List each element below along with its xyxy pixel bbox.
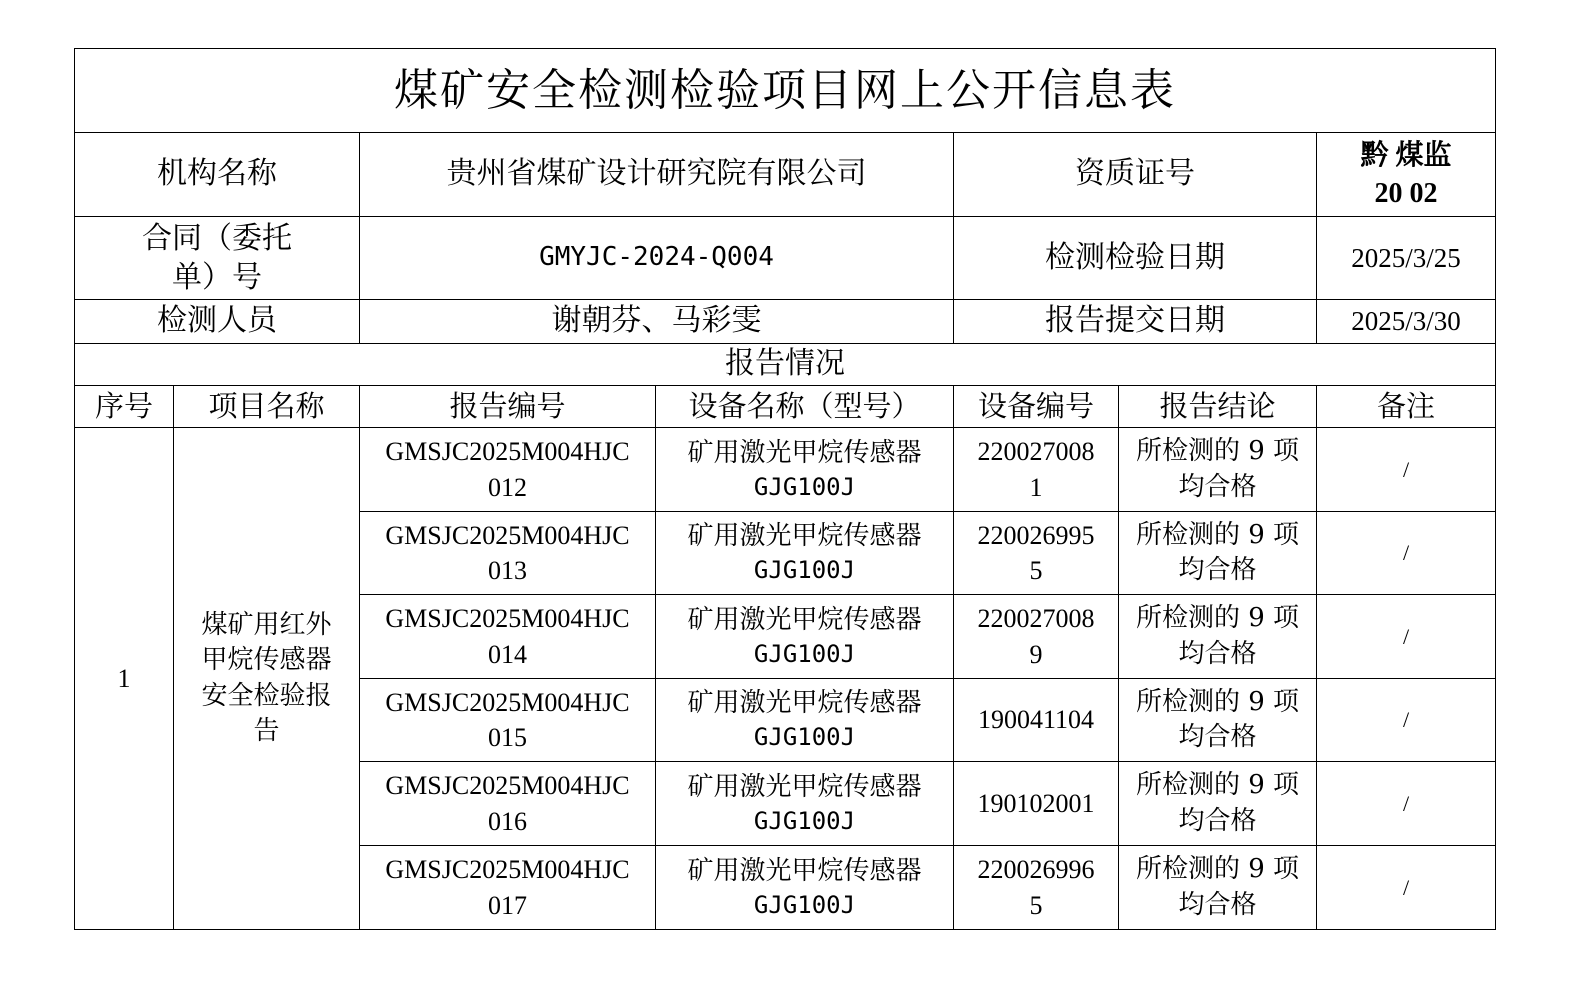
report-no-cell (360, 512, 656, 595)
conclusion-cell (1119, 512, 1317, 595)
contract-value: GMYJC-2024-Q004 (360, 217, 954, 300)
remark-cell: / (1317, 512, 1496, 595)
remark-cell: / (1317, 679, 1496, 762)
info-table (74, 48, 1496, 930)
project-line: 告 (253, 715, 280, 746)
device-model: GJG100J (753, 472, 856, 501)
test-date-value: 2025/3/25 (1317, 217, 1496, 300)
column-header-row (75, 386, 1496, 428)
conclusion-cell (1119, 679, 1317, 762)
staff-value: 谢朝芬、马彩雯 (360, 300, 954, 344)
conclusion-cell (1119, 428, 1317, 512)
project-name-cell (174, 428, 360, 930)
report-no-cell (360, 762, 656, 846)
report-no-cell (360, 595, 656, 679)
cert-value-line1: 黔 煤监 (1360, 139, 1452, 171)
device-no-line2: 9 (1029, 639, 1043, 669)
remark-cell: / (1317, 846, 1496, 930)
report-no-line2: 012 (488, 472, 527, 502)
device-name-cell (656, 512, 954, 595)
conclusion-line2: 均合格 (1178, 471, 1257, 502)
title-row (75, 49, 1496, 133)
report-no-cell (360, 846, 656, 930)
col-header-device-name: 设备名称（型号） (656, 386, 954, 428)
device-no-cell (954, 512, 1119, 595)
seq-cell: 1 (75, 428, 174, 930)
contract-label (75, 217, 360, 300)
device-no-cell (954, 762, 1119, 846)
test-date-label: 检测检验日期 (954, 217, 1317, 300)
device-name-cell (656, 846, 954, 930)
report-no-line2: 014 (488, 639, 527, 669)
conclusion-line2: 均合格 (1178, 555, 1257, 585)
device-name-cell (656, 595, 954, 679)
device-model: GJG100J (753, 890, 856, 919)
conclusion-line1: 所检测的 9 项 (1135, 854, 1300, 885)
device-name: 矿用激光甲烷传感器 (687, 688, 922, 719)
page-title: 煤矿安全检测检验项目网上公开信息表 (75, 49, 1496, 133)
conclusion-line2: 均合格 (1178, 889, 1257, 920)
project-line: 煤矿用红外 (201, 610, 332, 641)
device-no-line2: 5 (1029, 556, 1043, 585)
staff-label: 检测人员 (75, 300, 360, 344)
report-no-cell (360, 428, 656, 512)
remark-cell: / (1317, 595, 1496, 679)
contract-label-line1: 合同（委托 (142, 221, 292, 256)
device-model: GJG100J (753, 556, 856, 585)
conclusion-line1: 所检测的 9 项 (1135, 603, 1300, 634)
col-header-report-no: 报告编号 (360, 386, 656, 428)
device-no-cell (954, 428, 1119, 512)
report-no-line1: GMSJC2025M004HJC (385, 771, 630, 801)
report-no-line1: GMSJC2025M004HJC (385, 437, 630, 467)
device-name: 矿用激光甲烷传感器 (687, 771, 922, 802)
device-no-cell (954, 679, 1119, 762)
submit-date-value: 2025/3/30 (1317, 300, 1496, 344)
device-no-line1: 190102001 (977, 788, 1095, 818)
device-name: 矿用激光甲烷传感器 (687, 604, 922, 635)
org-value: 贵州省煤矿设计研究院有限公司 (360, 133, 954, 217)
conclusion-line1: 所检测的 9 项 (1135, 519, 1300, 550)
conclusion-line1: 所检测的 9 项 (1135, 436, 1300, 467)
device-no-line1: 220026996 (977, 855, 1095, 885)
device-no-cell (954, 846, 1119, 930)
contract-row (75, 217, 1496, 300)
remark-cell: / (1317, 762, 1496, 846)
device-no-line2: 5 (1029, 890, 1043, 920)
device-model: GJG100J (753, 806, 856, 835)
contract-label-line2: 单）号 (172, 260, 262, 295)
col-header-device-no: 设备编号 (954, 386, 1119, 428)
table-row (75, 428, 1496, 512)
col-header-project: 项目名称 (174, 386, 360, 428)
conclusion-cell (1119, 762, 1317, 846)
report-no-line1: GMSJC2025M004HJC (385, 855, 630, 885)
device-name: 矿用激光甲烷传感器 (687, 437, 922, 468)
report-no-line1: GMSJC2025M004HJC (385, 520, 630, 550)
report-no-line1: GMSJC2025M004HJC (385, 687, 630, 717)
report-no-line2: 015 (488, 723, 527, 752)
report-no-line2: 017 (488, 890, 527, 920)
device-no-line2: 1 (1029, 472, 1043, 502)
device-no-line1: 220026995 (977, 520, 1095, 550)
device-model: GJG100J (753, 639, 856, 668)
conclusion-cell (1119, 846, 1317, 930)
device-no-cell (954, 595, 1119, 679)
staff-row (75, 300, 1496, 344)
report-section-row (75, 344, 1496, 386)
remark-cell: / (1317, 428, 1496, 512)
device-no-line1: 190041104 (977, 705, 1095, 735)
submit-date-label: 报告提交日期 (954, 300, 1317, 344)
org-label: 机构名称 (75, 133, 360, 217)
org-row (75, 133, 1496, 217)
report-no-line1: GMSJC2025M004HJC (385, 604, 630, 634)
device-name-cell (656, 428, 954, 512)
conclusion-line2: 均合格 (1178, 638, 1257, 669)
conclusion-line2: 均合格 (1178, 805, 1257, 836)
report-no-line2: 013 (488, 556, 527, 585)
device-name: 矿用激光甲烷传感器 (687, 855, 922, 886)
col-header-seq: 序号 (75, 386, 174, 428)
device-no-line1: 220027008 (977, 437, 1095, 467)
conclusion-line2: 均合格 (1178, 722, 1257, 752)
report-no-line2: 016 (488, 806, 527, 836)
project-line: 安全检验报 (201, 680, 332, 711)
report-section-title: 报告情况 (75, 344, 1496, 386)
cert-label: 资质证号 (954, 133, 1317, 217)
cert-value (1317, 133, 1496, 217)
project-line: 甲烷传感器 (201, 645, 332, 676)
device-no-line1: 220027008 (977, 604, 1095, 634)
device-name-cell (656, 679, 954, 762)
device-name-cell (656, 762, 954, 846)
cert-value-line2: 20 02 (1374, 177, 1438, 209)
conclusion-cell (1119, 595, 1317, 679)
conclusion-line1: 所检测的 9 项 (1135, 686, 1300, 717)
device-model: GJG100J (753, 723, 856, 752)
report-no-cell (360, 679, 656, 762)
conclusion-line1: 所检测的 9 项 (1135, 770, 1300, 801)
device-name: 矿用激光甲烷传感器 (687, 521, 922, 552)
col-header-conclusion: 报告结论 (1119, 386, 1317, 428)
col-header-remark: 备注 (1317, 386, 1496, 428)
